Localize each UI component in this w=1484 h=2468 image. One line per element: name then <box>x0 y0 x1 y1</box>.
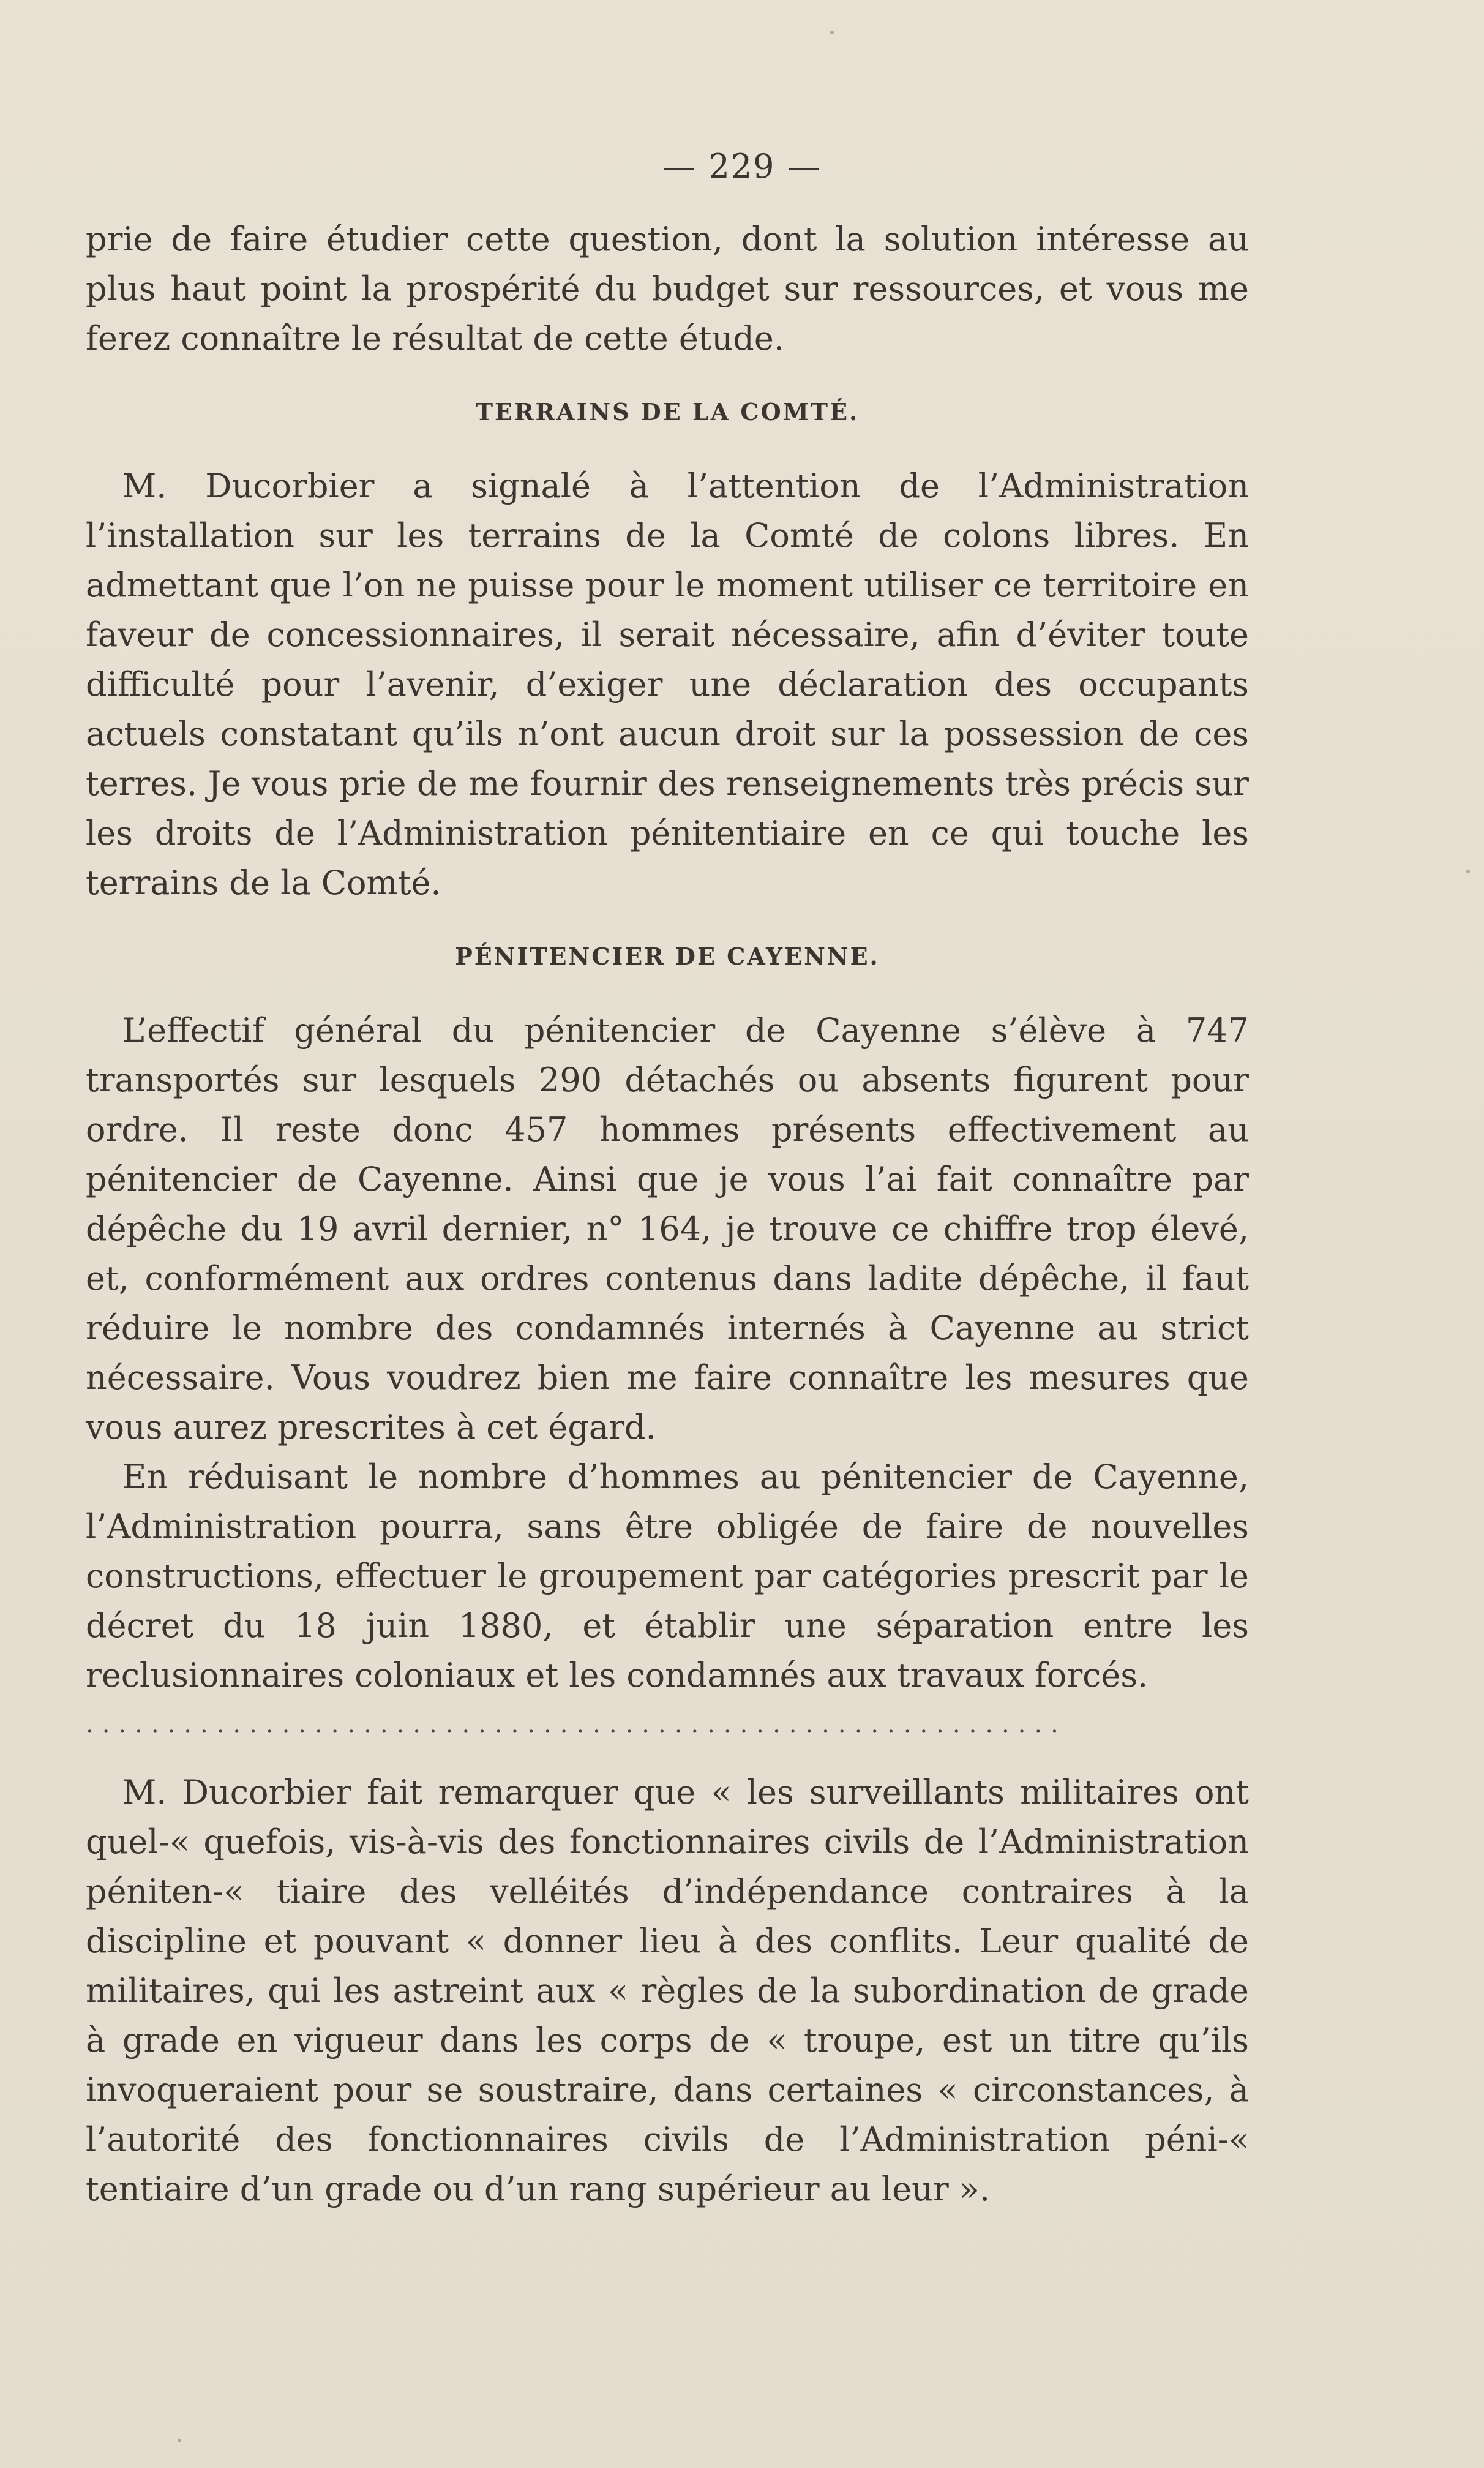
paper-speck <box>1466 870 1470 873</box>
intro-paragraph: prie de faire étudier cette question, dont la solution intéresse au plus haut point la prospérité du budget sur ressources, et vous me ferez connaître le résultat de cette étude. <box>86 220 1249 358</box>
ellipsis-separator: ............................................................ <box>86 1710 1067 1739</box>
paragraph-surveillants: M. Ducorbier fait remarquer que « les surveillants militaires ont quel-« quefois, vis-à-vis des fonctionnaires civils de l’Administration péniten-« tiaire des velléités d’indépendance contraires à la discipline et pouvant « donner lieu à des conflits. Leur qualité de militaires, qui les astreint aux « règles de la subordination de grade à grade en vigueur dans les corps de « troupe, est un titre qu’ils invoqueraient pour se soustraire, dans certaines « circonstances, à l’autorité des fonctionnaires civils de l’Administration péni-« tentiaire d’un grade ou d’un rang supérieur au leur ». <box>86 1773 1249 2208</box>
section-heading-penitencier: PÉNITENCIER DE CAYENNE. <box>455 942 880 970</box>
page-number: — 229 — <box>662 147 822 186</box>
paragraph-reduction: En réduisant le nombre d’hommes au pénitencier de Cayenne, l’Administration pourra, sans être obligée de faire de nouvelles constructions, effectuer le groupement par catégories prescrit par le décret du 18 juin 1880, et établir une séparation entre les reclusionnaires coloniaux et les condamnés aux travaux forcés. <box>86 1458 1249 1695</box>
paper-speck <box>178 2439 181 2442</box>
section-heading-terrains: TERRAINS DE LA COMTÉ. <box>475 398 860 426</box>
paragraph-terrains: M. Ducorbier a signalé à l’attention de l’Administration l’installation sur les terrains de la Comté de colons libres. En admettant que l’on ne puisse pour le moment utiliser ce territoire en faveur de concessionnaires, il serait nécessaire, afin d’éviter toute difficulté pour l’avenir, d’exiger une déclaration des occupants actuels constatant qu’ils n’ont aucun droit sur la possession de ces terres. Je vous prie de me fournir des renseignements très précis sur les droits de l’Administration pénitentiaire en ce qui touche les terrains de la Comté. <box>86 467 1249 902</box>
paragraph-effectif: L’effectif général du pénitencier de Cayenne s’élève à 747 transportés sur lesquels 290 détachés ou absents figurent pour ordre. Il reste donc 457 hommes présents effectivement au pénitencier de Cayenne. Ainsi que je vous l’ai fait connaître par dépêche du 19 avril dernier, n° 164, je trouve ce chiffre trop élevé, et, conformément aux ordres contenus dans ladite dépêche, il faut réduire le nombre des condamnés internés à Cayenne au strict nécessaire. Vous voudrez bien me faire connaître les mesures que vous aurez prescrites à cet égard. <box>86 1011 1249 1447</box>
paper-speck <box>830 31 834 34</box>
page-body <box>86 214 1249 2214</box>
